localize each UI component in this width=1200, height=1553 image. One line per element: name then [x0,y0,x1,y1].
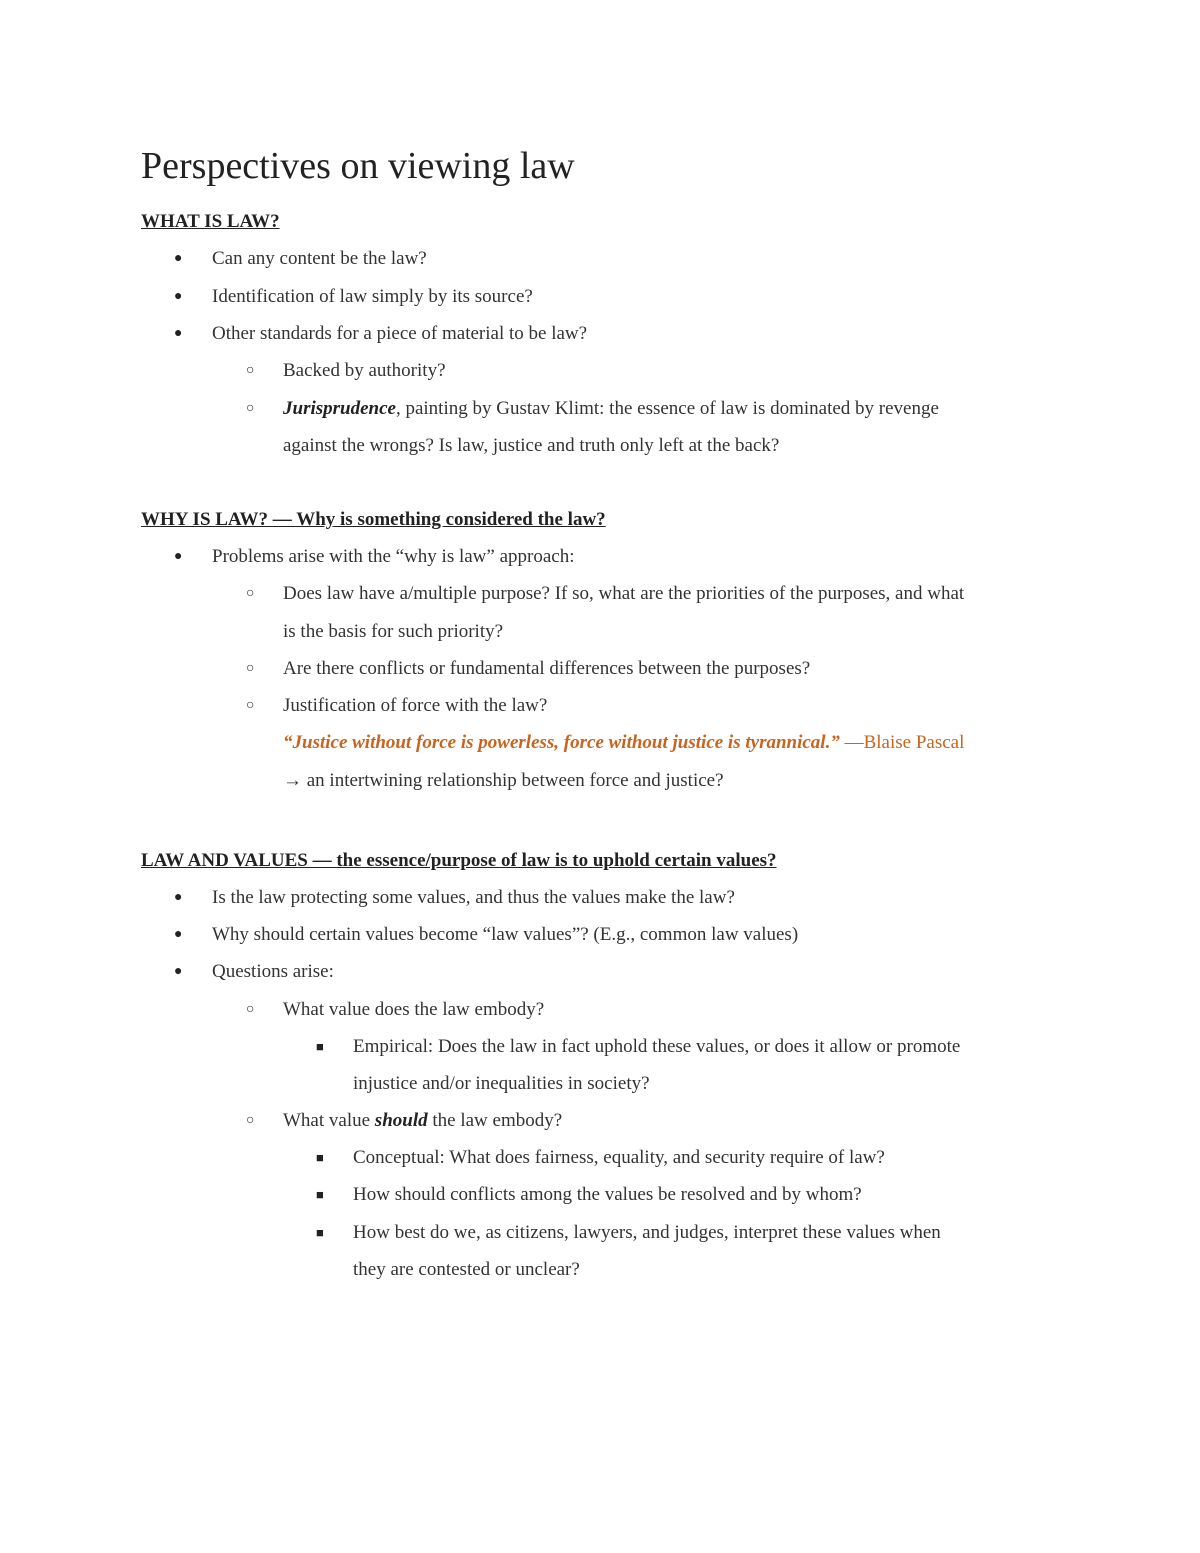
list-item: Other standards for a piece of material to be law? [212,323,588,344]
list-item-jurisprudence [283,396,939,422]
circle-bullet-icon: ○ [246,1002,255,1017]
list-item-should [283,1108,562,1134]
list-item: How should conflicts among the values be resolved and by whom? [353,1184,862,1205]
section-heading-what: WHAT IS LAW? [141,211,280,232]
quote-attribution: —Blaise Pascal [839,732,965,753]
list-item: How best do we, as citizens, lawyers, and judges, interpret these values when [353,1222,941,1243]
disc-bullet-icon: ● [174,251,183,266]
list-item: Does law have a/multiple purpose? If so, what are the priorities of the purposes, and what [283,583,965,604]
should-prefix: What value [283,1110,375,1131]
disc-bullet-icon: ● [174,549,183,564]
pascal-quote [283,730,964,756]
circle-bullet-icon: ○ [246,401,255,416]
section-heading-values: LAW AND VALUES — the essence/purpose of law is to uphold certain values? [141,850,777,871]
section-heading-why: WHY IS LAW? — Why is something considered the law? [141,509,606,530]
disc-bullet-icon: ● [174,289,183,304]
list-item: Justification of force with the law? [283,695,548,716]
list-item: Are there conflicts or fundamental differences between the purposes? [283,658,811,679]
circle-bullet-icon: ○ [246,661,255,676]
circle-bullet-icon: ○ [246,586,255,601]
list-item: Backed by authority? [283,360,446,381]
quote-text: “Justice without force is powerless, force without justice is tyrannical.” [283,732,840,753]
list-item-continuation: they are contested or unclear? [353,1259,580,1280]
circle-bullet-icon: ○ [246,1113,255,1128]
jurisprudence-title: Jurisprudence [283,398,396,419]
square-bullet-icon: ■ [316,1225,324,1240]
disc-bullet-icon: ● [174,326,183,341]
list-item-continuation: against the wrongs? Is law, justice and truth only left at the back? [283,435,780,456]
list-item: What value does the law embody? [283,999,545,1020]
list-item: Problems arise with the “why is law” approach: [212,546,575,567]
square-bullet-icon: ■ [316,1150,324,1165]
disc-bullet-icon: ● [174,890,183,905]
list-item: Questions arise: [212,961,334,982]
circle-bullet-icon: ○ [246,363,255,378]
list-item: Identification of law simply by its source? [212,286,533,307]
square-bullet-icon: ■ [316,1187,324,1202]
list-item: Conceptual: What does fairness, equality, and security require of law? [353,1147,885,1168]
disc-bullet-icon: ● [174,927,183,942]
circle-bullet-icon: ○ [246,698,255,713]
jurisprudence-description: , painting by Gustav Klimt: the essence of law is dominated by revenge [395,398,939,419]
list-item-continuation: injustice and/or inequalities in society? [353,1073,650,1094]
should-suffix: the law embody? [427,1110,563,1131]
square-bullet-icon: ■ [316,1039,324,1054]
list-item-continuation: → an intertwining relationship between force and justice? [283,770,724,791]
page-title: Perspectives on viewing law [141,145,575,187]
list-item: Empirical: Does the law in fact uphold these values, or does it allow or promote [353,1036,961,1057]
should-emphasis: should [374,1110,428,1131]
list-item: Why should certain values become “law values”? (E.g., common law values) [212,924,799,945]
disc-bullet-icon: ● [174,964,183,979]
list-item: Is the law protecting some values, and thus the values make the law? [212,887,735,908]
list-item-continuation: is the basis for such priority? [283,621,504,642]
list-item: Can any content be the law? [212,248,427,269]
